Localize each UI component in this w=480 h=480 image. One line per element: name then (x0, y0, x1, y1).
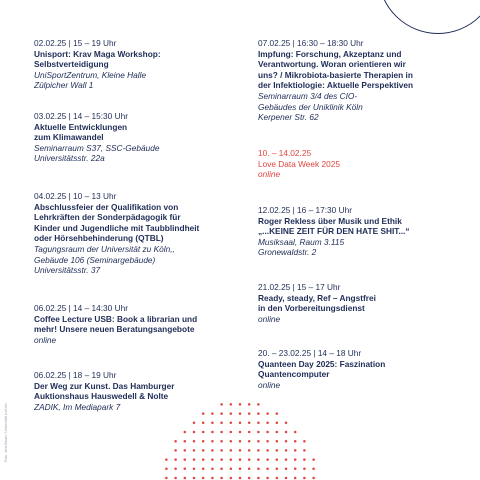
event-date: 10. – 14.02.25 (258, 148, 312, 158)
decorative-dot (239, 458, 242, 461)
event-date: 12.02.25 | 16 – 17:30 Uhr (258, 205, 352, 215)
decorative-dot (285, 458, 288, 461)
decorative-dot (202, 412, 205, 415)
decorative-dot (294, 431, 297, 434)
decorative-dot (257, 468, 260, 471)
decorative-dot (294, 440, 297, 443)
decorative-dot (257, 412, 260, 415)
event-date: 02.02.25 | 15 – 19 Uhr (34, 38, 117, 48)
decorative-dot (248, 431, 251, 434)
decorative-dot (230, 468, 233, 471)
decorative-dot (248, 458, 251, 461)
decorative-dot (257, 440, 260, 443)
event-place-line: Kerpener Str. 62 (258, 112, 319, 123)
decorative-dot (303, 440, 306, 443)
decorative-dot (257, 403, 260, 406)
event-title-line: Unisport: Krav Maga Workshop: (34, 48, 161, 59)
decorative-dot (239, 422, 242, 425)
decorative-dot (266, 449, 269, 452)
event-date: 04.02.25 | 10 – 13 Uhr (34, 191, 117, 201)
decorative-dot (294, 449, 297, 452)
decorative-dot (230, 449, 233, 452)
event-title-line: Kinder und Jugendliche mit Taubblindheit (34, 222, 200, 233)
decorative-dot (220, 468, 223, 471)
decorative-dot (294, 458, 297, 461)
decorative-dot (230, 412, 233, 415)
event-place-line: online (258, 379, 281, 390)
decorative-dot (220, 422, 223, 425)
decorative-dot (276, 477, 279, 480)
event-place-line: Seminarraum 3/4 des CIO- (258, 90, 358, 101)
decorative-dot (248, 468, 251, 471)
decorative-dot (239, 403, 242, 406)
decorative-dot (276, 440, 279, 443)
decorative-dot (193, 440, 196, 443)
decorative-dot (257, 458, 260, 461)
event-place-line: Universitätsstr. 37 (34, 265, 101, 276)
decorative-dot (239, 477, 242, 480)
decorative-dot (230, 422, 233, 425)
decorative-dot (266, 431, 269, 434)
decorative-dot (202, 468, 205, 471)
decorative-dot (266, 440, 269, 443)
decorative-dot (193, 458, 196, 461)
decorative-dot (303, 449, 306, 452)
decorative-dot (184, 440, 187, 443)
event-date: 03.02.25 | 14 – 15:30 Uhr (34, 111, 128, 121)
decorative-dot (312, 458, 315, 461)
event-title-line: Coffee Lecture USB: Book a librarian und (34, 313, 198, 324)
decorative-dot (257, 449, 260, 452)
decorative-dot (211, 431, 214, 434)
decorative-dot (184, 468, 187, 471)
event-place-line: Gebäude 106 (Seminargebäude) (34, 254, 156, 265)
decorative-dot (211, 412, 214, 415)
decorative-dot (276, 422, 279, 425)
decorative-dot (202, 440, 205, 443)
decorative-dot (266, 477, 269, 480)
decorative-dot (202, 477, 205, 480)
decorative-dot (285, 477, 288, 480)
decorative-dot (202, 458, 205, 461)
event-title-line: uns? / Mikrobiota-basierte Therapien in (258, 69, 413, 80)
decorative-dot (285, 422, 288, 425)
decorative-dot (248, 449, 251, 452)
decorative-dot (285, 449, 288, 452)
decorative-dot (285, 440, 288, 443)
event-place-line: Universitätsstr. 22a (34, 153, 105, 164)
decorative-dot (193, 477, 196, 480)
decorative-dot (276, 449, 279, 452)
decorative-dot (266, 468, 269, 471)
event-place-line: Gebäudes der Uniklinik Köln (258, 101, 363, 112)
event-place-line: online (258, 169, 281, 180)
decorative-dot (285, 468, 288, 471)
event-place-line: UniSportZentrum, Kleine Halle (34, 69, 147, 80)
event-title-line: Der Weg zur Kunst. Das Hamburger (34, 380, 175, 391)
event-title-line: oder Hörsehbehinderung (QTBL) (34, 233, 164, 244)
event-place-line: Seminarraum S37, SSC-Gebäude (34, 142, 160, 153)
decorative-dot (239, 440, 242, 443)
event-title-line: Quantencomputer (258, 369, 330, 380)
event-date: 07.02.25 | 16:30 – 18:30 Uhr (258, 38, 364, 48)
decorative-dot (276, 412, 279, 415)
event-place-line: ZADIK, Im Mediapark 7 (34, 401, 121, 412)
decorative-dot (230, 440, 233, 443)
event-place-line: online (258, 313, 281, 324)
decorative-dot (165, 477, 168, 480)
decorative-dot (220, 449, 223, 452)
decorative-dot (202, 431, 205, 434)
decorative-dot (202, 449, 205, 452)
decorative-dot (220, 440, 223, 443)
event-date: 20. – 23.02.25 | 14 – 18 Uhr (258, 348, 362, 358)
decorative-dot (184, 431, 187, 434)
decorative-dot (174, 458, 177, 461)
decorative-dot (202, 422, 205, 425)
decorative-dot (220, 403, 223, 406)
event-title-line: Quanteen Day 2025: Faszination (258, 358, 386, 369)
decorative-dot (257, 422, 260, 425)
decorative-dot (165, 458, 168, 461)
decorative-dot (174, 468, 177, 471)
event-title-line: in den Vorbereitungsdienst (258, 303, 365, 314)
decorative-dot (303, 458, 306, 461)
decorative-dot (193, 422, 196, 425)
event-title-line: Roger Rekless über Musik und Ethik (258, 215, 402, 226)
decorative-dot (184, 449, 187, 452)
decorative-dot (266, 422, 269, 425)
decorative-dot (220, 431, 223, 434)
decorative-dot (184, 458, 187, 461)
decorative-dot (230, 403, 233, 406)
decorative-dot (266, 412, 269, 415)
decorative-dot (239, 468, 242, 471)
decorative-dot (211, 477, 214, 480)
decorative-dot (248, 440, 251, 443)
decorative-dot (239, 412, 242, 415)
decorative-dot (193, 431, 196, 434)
event-date: 06.02.25 | 18 – 19 Uhr (34, 370, 117, 380)
event-title-line: „...KEINE ZEIT FÜR DEN HATE SHIT...“ (258, 226, 410, 237)
event-title-line: Verantwortung. Woran orientieren wir (258, 59, 406, 70)
event-place-line: Musiksaal, Raum 3.115 (258, 236, 345, 247)
decorative-dot (211, 440, 214, 443)
decorative-dot (294, 468, 297, 471)
event-date: 21.02.25 | 15 – 17 Uhr (258, 282, 341, 292)
decorative-dot (248, 403, 251, 406)
event-place-line: Gronewaldstr. 2 (258, 247, 317, 258)
decorative-dot (174, 449, 177, 452)
event-title-line: Lehrkräften der Sonderpädagogik für (34, 212, 181, 223)
decorative-dot (239, 449, 242, 452)
decorative-dot (266, 458, 269, 461)
decorative-dot (285, 431, 288, 434)
event-place-line: Zülpicher Wall 1 (34, 80, 94, 91)
decorative-dot (230, 458, 233, 461)
decorative-dot (165, 468, 168, 471)
decorative-dot (220, 458, 223, 461)
event-title-line: Aktuelle Entwicklungen (34, 121, 128, 132)
decorative-dot (220, 477, 223, 480)
decorative-dot (193, 449, 196, 452)
decorative-dot (276, 431, 279, 434)
decorative-dot (312, 468, 315, 471)
event-title-line: Ready, steady, Ref – Angstfrei (258, 292, 376, 303)
event-title-line: zum Klimawandel (34, 132, 104, 143)
decorative-dot (230, 431, 233, 434)
decorative-dot (294, 477, 297, 480)
decorative-dot (257, 477, 260, 480)
event-title-line: mehr! Unsere neuen Beratungsangebote (34, 324, 195, 335)
decorative-dot (248, 477, 251, 480)
decorative-dot (211, 468, 214, 471)
decorative-dot (230, 477, 233, 480)
decorative-dot (239, 431, 242, 434)
decorative-dot (303, 477, 306, 480)
event-title-line: Abschlussfeier der Qualifikation von (34, 201, 179, 212)
event-title-line: Love Data Week 2025 (258, 158, 340, 169)
decorative-dot (257, 431, 260, 434)
decorative-dot (303, 468, 306, 471)
decorative-dot (211, 449, 214, 452)
event-title-line: Auktionshaus Hauswedell & Nolte (34, 391, 169, 402)
event-place-line: online (34, 334, 57, 345)
decorative-dot (276, 458, 279, 461)
decorative-dot (248, 412, 251, 415)
decorative-dot (276, 468, 279, 471)
decorative-dot (174, 477, 177, 480)
decorative-dot (211, 422, 214, 425)
decorative-dot (174, 440, 177, 443)
decorative-dot (248, 422, 251, 425)
decorative-dot (220, 412, 223, 415)
photo-credit: Foto: Jens Baum / Universität zu Köln (4, 403, 8, 462)
event-date: 06.02.25 | 14 – 14:30 Uhr (34, 303, 128, 313)
decorative-dot (184, 477, 187, 480)
event-title-line: Selbstverteidigung (34, 59, 109, 70)
decorative-dot (193, 468, 196, 471)
event-place-line: Tagungsraum der Universität zu Köln,, (34, 243, 175, 254)
event-title-line: der Infektiologie: Aktuelle Perspektiven (258, 80, 414, 91)
decorative-dot (312, 477, 315, 480)
event-title-line: Impfung: Forschung, Akzeptanz und (258, 48, 402, 59)
decorative-dot (211, 458, 214, 461)
